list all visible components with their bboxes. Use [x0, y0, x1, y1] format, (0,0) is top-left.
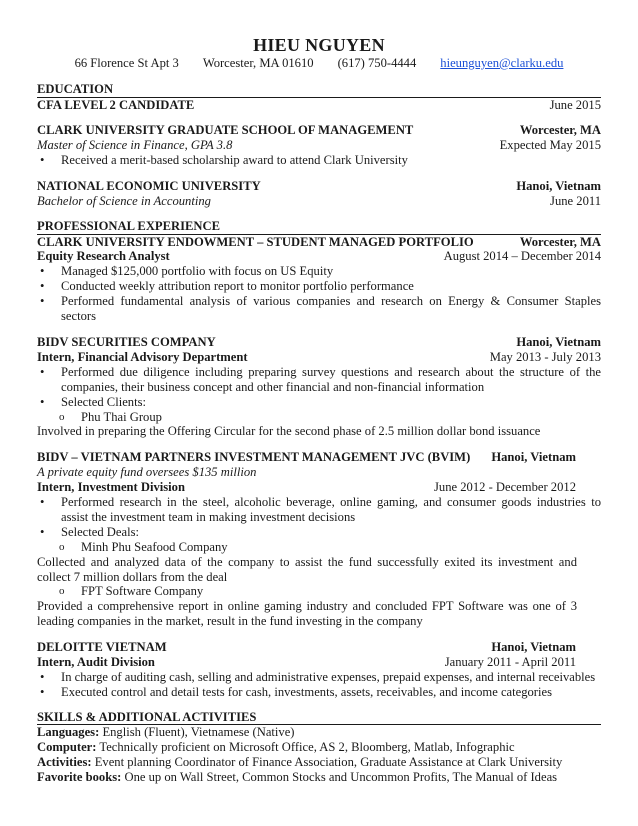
clark-degree: Master of Science in Finance, GPA 3.8: [37, 138, 233, 153]
bvim-date: June 2012 - December 2012: [434, 480, 576, 495]
list-item: • Managed $125,000 portfolio with focus on US Equity: [37, 264, 601, 279]
resume-name: HIEU NGUYEN: [253, 35, 385, 55]
clark-row: [37, 123, 601, 138]
cfa-name: CFA LEVEL 2 CANDIDATE: [37, 97, 195, 112]
experience-heading: PROFESSIONAL EXPERIENCE: [37, 219, 601, 235]
spacer: [37, 324, 601, 335]
skills-heading: SKILLS & ADDITIONAL ACTIVITIES: [37, 710, 601, 726]
bvim-role-row: [37, 480, 601, 495]
deloitte-row: [37, 640, 601, 655]
list-item: • Selected Deals:: [37, 525, 601, 540]
bvim-deal-2-note: Provided a comprehensive report in online gaming industry and concluded FPT Software was one of 3 leading companies in the market, result in the fund investing in the company: [37, 599, 577, 629]
bidv-role: Intern, Financial Advisory Department: [37, 349, 248, 364]
bvim-deal-1-note: Collected and analyzed data of the company to assist the fund successfully exited its investment and collect 7 million dollars from the deal: [37, 554, 577, 584]
bvim-row: [37, 450, 601, 465]
bvim-location: Hanoi, Vietnam: [491, 450, 576, 465]
bvim-bullets: [37, 495, 601, 540]
neu-location: Hanoi, Vietnam: [516, 179, 601, 194]
list-item: o Minh Phu Seafood Company: [37, 540, 601, 555]
bidv-location: Hanoi, Vietnam: [516, 334, 601, 349]
list-item: • Received a merit-based scholarship award to attend Clark University: [37, 153, 601, 168]
clark-name: CLARK UNIVERSITY GRADUATE SCHOOL OF MANAGEMENT: [37, 123, 414, 138]
deloitte-role-row: [37, 655, 601, 670]
clark-date: Expected May 2015: [499, 138, 601, 153]
bidv-role-row: [37, 350, 601, 365]
skills-activities: [37, 755, 601, 770]
neu-date: June 2011: [550, 194, 601, 209]
city: Worcester, MA 01610: [202, 56, 314, 70]
bidv-name: BIDV SECURITIES COMPANY: [37, 334, 216, 349]
list-item: o FPT Software Company: [37, 584, 601, 599]
languages-value: English (Fluent), Vietnamese (Native): [102, 725, 295, 740]
bvim-deal-2: [37, 584, 601, 599]
computer-value: Technically proficient on Microsoft Office, AS 2, Bloomberg, Matlab, Infographic: [99, 740, 515, 755]
endowment-bullets: [37, 264, 601, 324]
neu-row: [37, 179, 601, 194]
list-item: • Conducted weekly attribution report to monitor portfolio performance: [37, 279, 601, 294]
neu-name: NATIONAL ECONOMIC UNIVERSITY: [37, 179, 261, 194]
computer-label: Computer:: [37, 740, 97, 755]
clark-location: Worcester, MA: [519, 123, 601, 138]
bidv-clients: [37, 410, 601, 425]
list-item: • Selected Clients:: [37, 395, 601, 410]
spacer: [37, 168, 601, 179]
list-item: • Performed fundamental analysis of various companies and research on Energy & Consumer Staples sectors: [37, 294, 601, 324]
endowment-role-row: [37, 249, 601, 264]
bidv-bullets: [37, 365, 601, 410]
activities-value: Event planning Coordinator of Finance Association, Graduate Assistance at Clark University: [94, 755, 563, 770]
deloitte-date: January 2011 - April 2011: [444, 655, 576, 670]
endowment-role: Equity Research Analyst: [37, 249, 170, 264]
skills-computer: [37, 740, 601, 755]
spacer: [37, 112, 601, 123]
deloitte-location: Hanoi, Vietnam: [491, 640, 576, 655]
books-label: Favorite books:: [37, 770, 122, 785]
languages-label: Languages:: [37, 725, 100, 740]
education-heading: EDUCATION: [37, 82, 601, 98]
contact-line: [37, 56, 601, 71]
endowment-row: [37, 235, 601, 250]
clark-bullets: [37, 153, 601, 168]
deloitte-role: Intern, Audit Division: [37, 655, 155, 670]
list-item: • Performed due diligence including preparing survey questions and research about the structure of the companies, their business concept and other financial and non-financial information: [37, 365, 601, 395]
cfa-date: June 2015: [549, 97, 601, 112]
list-item: o Phu Thai Group: [37, 410, 601, 425]
bidv-date: May 2013 - July 2013: [489, 349, 601, 364]
spacer: [37, 629, 601, 640]
endowment-date: August 2014 – December 2014: [443, 249, 601, 264]
bidv-row: [37, 335, 601, 350]
deloitte-name: DELOITTE VIETNAM: [37, 640, 167, 655]
activities-label: Activities:: [37, 755, 92, 770]
phone: (617) 750-4444: [337, 56, 417, 70]
list-item: • Executed control and detail tests for cash, investments, assets, receivables, and income categories: [37, 685, 601, 700]
neu-degree-row: [37, 194, 601, 209]
email-link[interactable]: hieunguyen@clarku.edu: [440, 56, 564, 70]
skills-languages: [37, 725, 601, 740]
bidv-note: Involved in preparing the Offering Circular for the second phase of 2.5 million dollar bond issuance: [37, 424, 541, 439]
list-item: • In charge of auditing cash, selling and administrative expenses, prepaid expenses, and internal receivables: [37, 670, 601, 685]
bvim-deal-1: [37, 540, 601, 555]
spacer: [37, 439, 601, 450]
bvim-tagline: A private equity fund oversees $135 million: [37, 465, 257, 480]
cfa-row: [37, 98, 601, 113]
deloitte-bullets: [37, 670, 601, 700]
bvim-name: BIDV – VIETNAM PARTNERS INVESTMENT MANAGEMENT JVC (BVIM): [37, 450, 471, 465]
endowment-location: Worcester, MA: [519, 234, 601, 249]
books-value: One up on Wall Street, Common Stocks and Uncommon Profits, The Manual of Ideas: [124, 770, 558, 785]
clark-degree-row: [37, 138, 601, 153]
list-item: • Performed research in the steel, alcoholic beverage, online gaming, and consumer goods industries to assist the investment team in making investment decisions: [37, 495, 601, 525]
bvim-role: Intern, Investment Division: [37, 480, 185, 495]
endowment-name: CLARK UNIVERSITY ENDOWMENT – STUDENT MANAGED PORTFOLIO: [37, 234, 474, 249]
neu-degree: Bachelor of Science in Accounting: [37, 194, 211, 209]
address: 66 Florence St Apt 3: [74, 56, 179, 70]
skills-books: [37, 770, 601, 785]
